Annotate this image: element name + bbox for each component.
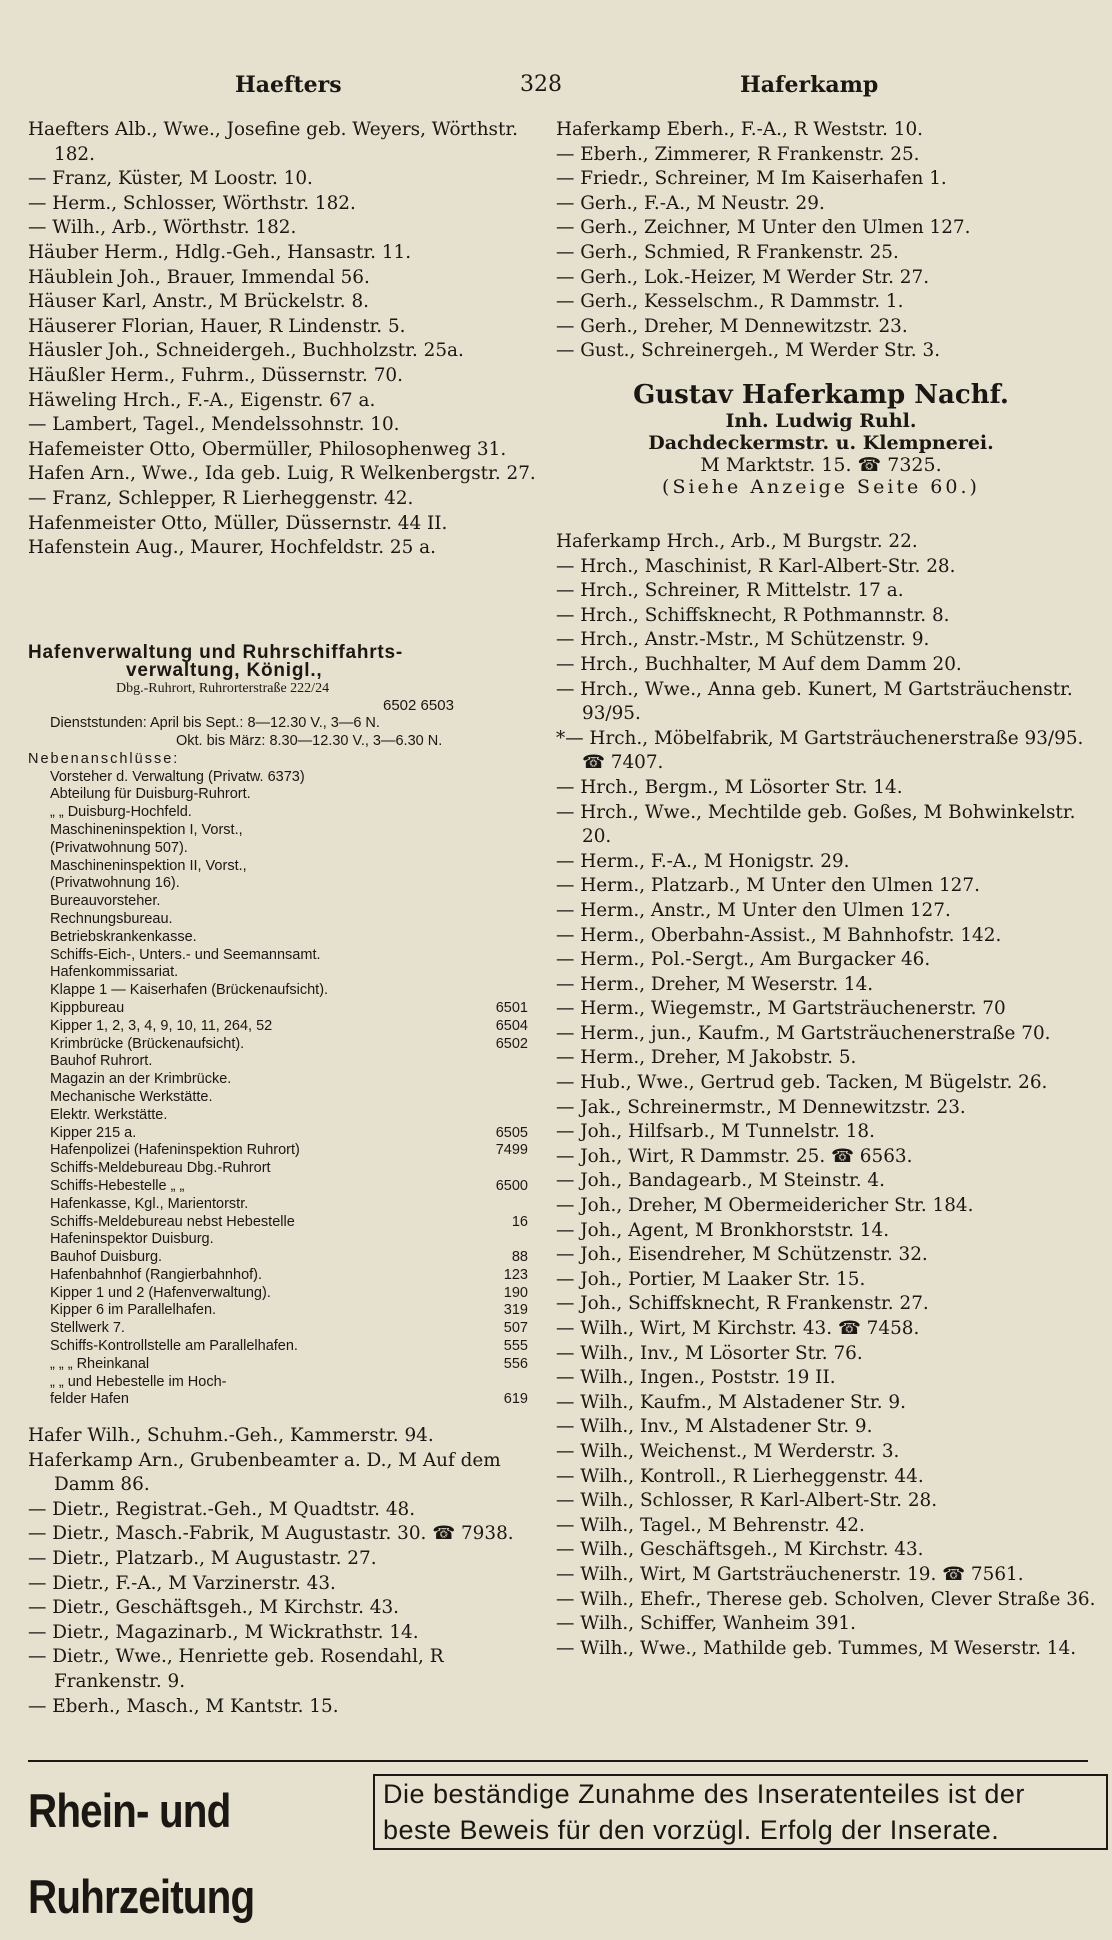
directory-entry: — Dietr., F.-A., M Varzinerstr. 43.	[28, 1572, 336, 1594]
directory-entry: — Gerh., Dreher, M Dennewitzstr. 23.	[556, 315, 908, 337]
directory-entry: — Wilh., Geschäftsgeh., M Kirchstr. 43.	[556, 1539, 924, 1561]
notice-line-number	[438, 929, 548, 947]
directory-entry: Häweling Hrch., F.-A., Eigenstr. 67 a.	[28, 389, 376, 411]
notice-line-text: Krimbrücke (Brückenaufsicht).	[50, 1035, 245, 1052]
notice-line	[28, 964, 548, 982]
notice-hours-2: Okt. bis März: 8.30—12.30 V., 3—6.30 N.	[176, 732, 443, 749]
notice-line	[28, 769, 548, 787]
notice-line-number	[438, 1089, 548, 1107]
notice-line-text: Schiffs-Meldebureau Dbg.-Ruhrort	[50, 1160, 271, 1177]
notice-line-number	[438, 840, 548, 858]
notice-line	[28, 1196, 548, 1214]
directory-entry: Häuber Herm., Hdlg.-Geh., Hansastr. 11.	[28, 241, 412, 263]
notice-line-number: 88	[511, 1249, 528, 1266]
notice-line-text: Mechanische Werkstätte.	[50, 1088, 213, 1105]
notice-line-text: Kipper 1, 2, 3, 4, 9, 10, 11, 264, 52	[50, 1017, 273, 1034]
directory-entry: — Wilh., Wirt, M Kirchstr. 43. ☎ 7458.	[556, 1318, 920, 1339]
notice-line-text: „ „ und Hebestelle im Hoch-	[50, 1373, 227, 1390]
directory-entry: Haferkamp Hrch., Arb., M Burgstr. 22.	[556, 531, 918, 552]
notice-line-text: felder Hafen	[50, 1391, 129, 1408]
newspaper-logo: Rhein- und Ruhrzeitung	[28, 1784, 255, 1923]
directory-entry: — Dietr., Registrat.-Geh., M Quadtstr. 48.	[28, 1498, 416, 1520]
directory-entry: — Gerh., Lok.-Heizer, M Werder Str. 27.	[556, 266, 930, 288]
notice-title-2: verwaltung, Königl.,	[126, 659, 323, 681]
notice-line-text: Maschineninspektion I, Vorst.,	[50, 821, 243, 838]
right-column-entries-2	[556, 530, 1096, 1661]
notice-line	[28, 947, 548, 965]
notice-line-number	[438, 1374, 548, 1392]
notice-line-text: Schiffs-Meldebureau nebst Hebestelle	[50, 1213, 295, 1230]
directory-entry: — Hrch., Wwe., Anna geb. Kunert, M Gartsträuchenstr. 93/95.	[556, 678, 1073, 725]
notice-line-number: 619	[503, 1391, 528, 1408]
directory-entry: — Herm., F.-A., M Honigstr. 29.	[556, 850, 850, 872]
notice-line-number: 190	[503, 1284, 528, 1301]
notice-line-text: Vorsteher d. Verwaltung (Privatw. 6373)	[50, 768, 305, 785]
notice-line-number: 6500	[495, 1177, 528, 1194]
hafenverwaltung-notice	[28, 640, 548, 1409]
directory-entry: — Herm., Platzarb., M Unter den Ulmen 127.	[556, 875, 980, 897]
notice-line-number	[438, 911, 548, 929]
ad-divider	[28, 1760, 1088, 1762]
directory-entry: — Gerh., Zeichner, M Unter den Ulmen 127.	[556, 217, 971, 239]
business-note: (Siehe Anzeige Seite 60.)	[662, 476, 980, 498]
notice-line-number	[438, 982, 548, 1000]
directory-entry: Häusler Joh., Schneidergeh., Buchholzstr. 25a.	[28, 340, 464, 362]
notice-line-number	[438, 804, 548, 822]
directory-entry: — Friedr., Schreiner, M Im Kaiserhafen 1.	[556, 168, 947, 190]
directory-entry: — Wilh., Schlosser, R Karl-Albert-Str. 28.	[556, 1490, 938, 1512]
notice-line-text: Maschineninspektion II, Vorst.,	[50, 857, 247, 874]
notice-line	[28, 893, 548, 911]
directory-entry: — Gerh., Kesselschm., R Dammstr. 1.	[556, 291, 904, 313]
directory-entry: Hafen Arn., Wwe., Ida geb. Luig, R Welkenbergstr. 27.	[28, 463, 536, 485]
directory-entry: — Wilh., Ingen., Poststr. 19 II.	[556, 1367, 836, 1389]
notice-line-number	[438, 947, 548, 965]
directory-entry: — Dietr., Wwe., Henriette geb. Rosendahl, R Frankenstr. 9.	[28, 1646, 444, 1692]
notice-line-text: Hafenpolizei (Hafeninspektion Ruhrort)	[50, 1142, 300, 1159]
notice-line	[28, 1231, 548, 1249]
notice-line	[28, 1089, 548, 1107]
directory-entry: Häuser Karl, Anstr., M Brückelstr. 8.	[28, 291, 370, 313]
notice-numbers: 6502 6503	[383, 697, 454, 715]
notice-line-text: Klappe 1 — Kaiserhafen (Brückenaufsicht).	[50, 982, 329, 999]
notice-hours-1: Dienststunden: April bis Sept.: 8—12.30 V., 3—6 N.	[50, 715, 380, 732]
directory-entry: — Eberh., Zimmerer, R Frankenstr. 25.	[556, 143, 920, 165]
notice-line-text: Bureauvorsteher.	[50, 893, 161, 910]
notice-line	[28, 840, 548, 858]
directory-entry: — Eberh., Masch., M Kantstr. 15.	[28, 1695, 339, 1717]
directory-entry: — Wilh., Kontroll., R Lierheggenstr. 44.	[556, 1465, 924, 1487]
notice-line-text: Schiffs-Eich-, Unters.- und Seemannsamt.	[50, 946, 321, 963]
notice-line	[28, 1214, 548, 1232]
notice-line	[28, 1053, 548, 1071]
directory-entry: — Wilh., Wirt, M Gartsträuchenerstr. 19. ☎ 7561.	[556, 1563, 1024, 1585]
notice-line-number: 319	[503, 1302, 528, 1319]
notice-line	[28, 1374, 548, 1392]
notice-line	[28, 1320, 548, 1338]
notice-line-text: Kipper 6 im Parallelhafen.	[50, 1302, 217, 1319]
notice-line-number: 123	[503, 1266, 528, 1283]
notice-line-number	[438, 875, 548, 893]
notice-line-text: Kipper 1 und 2 (Hafenverwaltung).	[50, 1284, 271, 1301]
notice-line	[28, 1285, 548, 1303]
directory-entry: — Herm., Pol.-Sergt., Am Burgacker 46.	[556, 949, 931, 971]
notice-line-number	[438, 822, 548, 840]
left-column-entries	[28, 118, 548, 561]
notice-line-number: 16	[511, 1213, 528, 1230]
directory-entry: — Gerh., Schmied, R Frankenstr. 25.	[556, 241, 899, 263]
directory-entry: — Dietr., Masch.-Fabrik, M Augustastr. 30. ☎ 7938.	[28, 1523, 514, 1545]
directory-entry: — Herm., Wiegemstr., M Gartsträuchenerstr. 70	[556, 998, 1006, 1020]
directory-entry: — Joh., Dreher, M Obermeidericher Str. 184.	[556, 1195, 974, 1217]
directory-entry: — Gust., Schreinergeh., M Werder Str. 3.	[556, 340, 941, 362]
directory-entry: Haefters Alb., Wwe., Josefine geb. Weyers, Wörthstr. 182.	[28, 119, 518, 165]
notice-line	[28, 1178, 548, 1196]
notice-address: Dbg.-Ruhrort, Ruhrorterstraße 222/24	[116, 680, 330, 696]
notice-line	[28, 1036, 548, 1054]
notice-line-text: Rechnungsbureau.	[50, 910, 173, 927]
notice-line-number	[438, 1196, 548, 1214]
business-box	[556, 380, 1086, 498]
directory-entry: — Hrch., Buchhalter, M Auf dem Damm 20.	[556, 653, 962, 675]
notice-line-number	[438, 769, 548, 787]
notice-line-number	[438, 1053, 548, 1071]
directory-entry: — Herm., Oberbahn-Assist., M Bahnhofstr. 142.	[556, 924, 1002, 946]
notice-line	[28, 1071, 548, 1089]
header-right-keyword: Haferkamp	[740, 72, 879, 98]
notice-line-text: Elektr. Werkstätte.	[50, 1106, 168, 1123]
directory-entry: — Wilh., Weichenst., M Werderstr. 3.	[556, 1440, 900, 1462]
notice-line	[28, 1125, 548, 1143]
notice-line	[28, 1249, 548, 1267]
notice-line	[28, 1000, 548, 1018]
directory-entry: — Herm., Schlosser, Wörthstr. 182.	[28, 192, 356, 214]
notice-line	[28, 982, 548, 1000]
notice-line-text: Hafenbahnhof (Rangierbahnhof).	[50, 1266, 263, 1283]
notice-line	[28, 1391, 548, 1409]
directory-entry: Hafer Wilh., Schuhm.-Geh., Kammerstr. 94.	[28, 1425, 434, 1446]
directory-entry: — Wilh., Inv., M Lösorter Str. 76.	[556, 1342, 863, 1364]
notice-line-number	[438, 786, 548, 804]
notice-line-number: 507	[503, 1320, 528, 1337]
notice-line-text: Betriebskrankenkasse.	[50, 928, 197, 945]
directory-entry: — Hrch., Bergm., M Lösorter Str. 14.	[556, 776, 903, 798]
left-column-entries-2	[28, 1424, 548, 1719]
directory-entry: — Jak., Schreinermstr., M Dennewitzstr. 23.	[556, 1096, 966, 1118]
notice-line-text: Kipper 215 a.	[50, 1124, 137, 1141]
notice-line-text: Hafenkasse, Kgl., Marientorstr.	[50, 1195, 249, 1212]
directory-entry: — Franz, Küster, M Loostr. 10.	[28, 168, 313, 190]
notice-line	[28, 822, 548, 840]
notice-line-text: „ „ Duisburg-Hochfeld.	[50, 804, 192, 821]
business-trade: Dachdeckermstr. u. Klempnerei.	[648, 432, 994, 454]
directory-entry: — Hrch., Anstr.-Mstr., M Schützenstr. 9.	[556, 629, 930, 651]
directory-entry: — Dietr., Geschäftsgeh., M Kirchstr. 43.	[28, 1597, 400, 1619]
notice-line	[28, 786, 548, 804]
directory-entry: — Herm., Dreher, M Weserstr. 14.	[556, 973, 874, 995]
directory-entry: — Wilh., Inv., M Alstadener Str. 9.	[556, 1416, 873, 1438]
directory-entry: — Wilh., Arb., Wörthstr. 182.	[28, 217, 297, 239]
advertisement	[28, 1768, 1088, 1923]
directory-entry: Hafenstein Aug., Maurer, Hochfeldstr. 25 a.	[28, 537, 436, 559]
ad-line-2: beste Beweis für den vorzügl. Erfolg der Inserate.	[383, 1815, 1000, 1845]
notice-line-text: Kippbureau	[50, 999, 125, 1016]
directory-entry: Hafemeister Otto, Obermüller, Philosophenweg 31.	[28, 438, 507, 460]
directory-entry: — Joh., Wirt, R Dammstr. 25. ☎ 6563.	[556, 1145, 913, 1167]
notice-line	[28, 1356, 548, 1374]
directory-entry: — Joh., Hilfsarb., M Tunnelstr. 18.	[556, 1121, 875, 1143]
header-left-keyword: Haefters	[235, 72, 342, 98]
notice-line	[28, 1107, 548, 1125]
directory-entry: — Joh., Portier, M Laaker Str. 15.	[556, 1268, 866, 1290]
directory-entry: — Herm., jun., Kaufm., M Gartsträuchenerstraße 70.	[556, 1022, 1051, 1044]
notice-line-number: 6501	[495, 999, 528, 1016]
business-owner: Inh. Ludwig Ruhl.	[725, 410, 917, 432]
notice-line	[28, 1142, 548, 1160]
directory-entry: — Franz, Schlepper, R Lierheggenstr. 42.	[28, 487, 414, 509]
directory-entry: — Joh., Agent, M Bronkhorststr. 14.	[556, 1219, 890, 1241]
directory-entry: — Joh., Bandagearb., M Steinstr. 4.	[556, 1170, 885, 1192]
notice-line	[28, 858, 548, 876]
directory-entry: Häuserer Florian, Hauer, R Lindenstr. 5.	[28, 315, 406, 337]
notice-line-number: 6502	[495, 1035, 528, 1052]
notice-line	[28, 875, 548, 893]
directory-entry: Hafenmeister Otto, Müller, Düssernstr. 44 II.	[28, 512, 448, 534]
notice-line-text: Hafenkommissariat.	[50, 964, 179, 981]
directory-entry: — Hrch., Wwe., Mechtilde geb. Goßes, M Bohwinkelstr. 20.	[556, 801, 1076, 848]
notice-line-text: Abteilung für Duisburg-Ruhrort.	[50, 786, 251, 803]
notice-line-text: Hafeninspektor Duisburg.	[50, 1231, 214, 1248]
notice-line	[28, 804, 548, 822]
notice-line-number	[438, 1231, 548, 1249]
directory-entry: *— Hrch., Möbelfabrik, M Gartsträuchenerstraße 93/95. ☎ 7407.	[556, 727, 1084, 774]
notice-line-text: Schiffs-Kontrollstelle am Parallelhafen.	[50, 1338, 298, 1355]
directory-entry: — Joh., Schiffsknecht, R Frankenstr. 27.	[556, 1293, 929, 1315]
directory-entry: — Gerh., F.-A., M Neustr. 29.	[556, 192, 825, 214]
notice-line	[28, 1302, 548, 1320]
directory-entry: — Lambert, Tagel., Mendelssohnstr. 10.	[28, 414, 400, 436]
notice-lines	[28, 769, 548, 1410]
directory-entry: — Wilh., Ehefr., Therese geb. Scholven, Clever Straße 36.	[556, 1588, 1096, 1610]
notice-line	[28, 1160, 548, 1178]
notice-line	[28, 911, 548, 929]
directory-entry: Haferkamp Arn., Grubenbeamter a. D., M Auf dem Damm 86.	[28, 1449, 501, 1496]
directory-entry: — Hrch., Maschinist, R Karl-Albert-Str. 28.	[556, 555, 956, 577]
directory-entry: — Herm., Dreher, M Jakobstr. 5.	[556, 1047, 857, 1069]
directory-entry: — Hrch., Schiffsknecht, R Pothmannstr. 8.	[556, 604, 950, 626]
notice-line-number: 556	[503, 1355, 528, 1372]
notice-line-number	[438, 1160, 548, 1178]
notice-line	[28, 1018, 548, 1036]
directory-entry: — Joh., Eisendreher, M Schützenstr. 32.	[556, 1244, 928, 1266]
notice-title-1: Hafenverwaltung und Ruhrschiffahrts-	[28, 642, 404, 663]
directory-entry: — Wilh., Schiffer, Wanheim 391.	[556, 1613, 856, 1635]
notice-line-number	[438, 893, 548, 911]
directory-entry: — Dietr., Magazinarb., M Wickrathstr. 14.	[28, 1621, 419, 1643]
notice-line-text: Schiffs-Hebestelle „ „	[50, 1177, 185, 1194]
directory-entry: — Dietr., Platzarb., M Augustastr. 27.	[28, 1547, 377, 1569]
notice-line-number	[438, 1071, 548, 1089]
notice-line-number	[438, 1107, 548, 1125]
directory-entry: — Wilh., Tagel., M Behrenstr. 42.	[556, 1514, 865, 1536]
notice-line-text: „ „ „ Rheinkanal	[50, 1355, 150, 1372]
page-number: 328	[520, 72, 562, 97]
ad-text-box	[373, 1774, 1108, 1850]
business-address: M Marktstr. 15. ☎ 7325.	[700, 454, 942, 476]
notice-line	[28, 1267, 548, 1285]
notice-line-text: Bauhof Ruhrort.	[50, 1053, 153, 1070]
directory-entry: Häußler Herm., Fuhrm., Düssernstr. 70.	[28, 364, 403, 386]
notice-line-number	[438, 858, 548, 876]
directory-entry: — Herm., Anstr., M Unter den Ulmen 127.	[556, 899, 951, 921]
ad-line-1: Die beständige Zunahme des Inseratenteiles ist der	[383, 1779, 1025, 1809]
notice-line-number: 6505	[495, 1124, 528, 1141]
directory-entry: — Wilh., Wwe., Mathilde geb. Tummes, M Weserstr. 14.	[556, 1637, 1077, 1659]
directory-entry: — Wilh., Kaufm., M Alstadener Str. 9.	[556, 1391, 906, 1413]
notice-line-number: 555	[503, 1338, 528, 1355]
right-column-entries	[556, 118, 1096, 364]
directory-entry: Häublein Joh., Brauer, Immendal 56.	[28, 266, 370, 288]
directory-entry: — Hrch., Schreiner, R Mittelstr. 17 a.	[556, 580, 904, 602]
notice-line	[28, 1338, 548, 1356]
notice-line-number: 6504	[495, 1017, 528, 1034]
notice-line-text: (Privatwohnung 507).	[50, 839, 188, 856]
notice-line-number	[438, 964, 548, 982]
directory-entry: Haferkamp Eberh., F.-A., R Weststr. 10.	[556, 119, 924, 140]
notice-subheading: Nebenanschlüsse:	[28, 750, 180, 767]
notice-line-text: Bauhof Duisburg.	[50, 1249, 163, 1266]
notice-line	[28, 929, 548, 947]
notice-line-number: 7499	[495, 1142, 528, 1159]
directory-entry: — Hub., Wwe., Gertrud geb. Tacken, M Bügelstr. 26.	[556, 1072, 1048, 1094]
notice-line-text: Stellwerk 7.	[50, 1320, 125, 1337]
notice-line-text: (Privatwohnung 16).	[50, 875, 180, 892]
notice-line-text: Magazin an der Krimbrücke.	[50, 1071, 232, 1088]
business-title: Gustav Haferkamp Nachf.	[633, 380, 1009, 410]
